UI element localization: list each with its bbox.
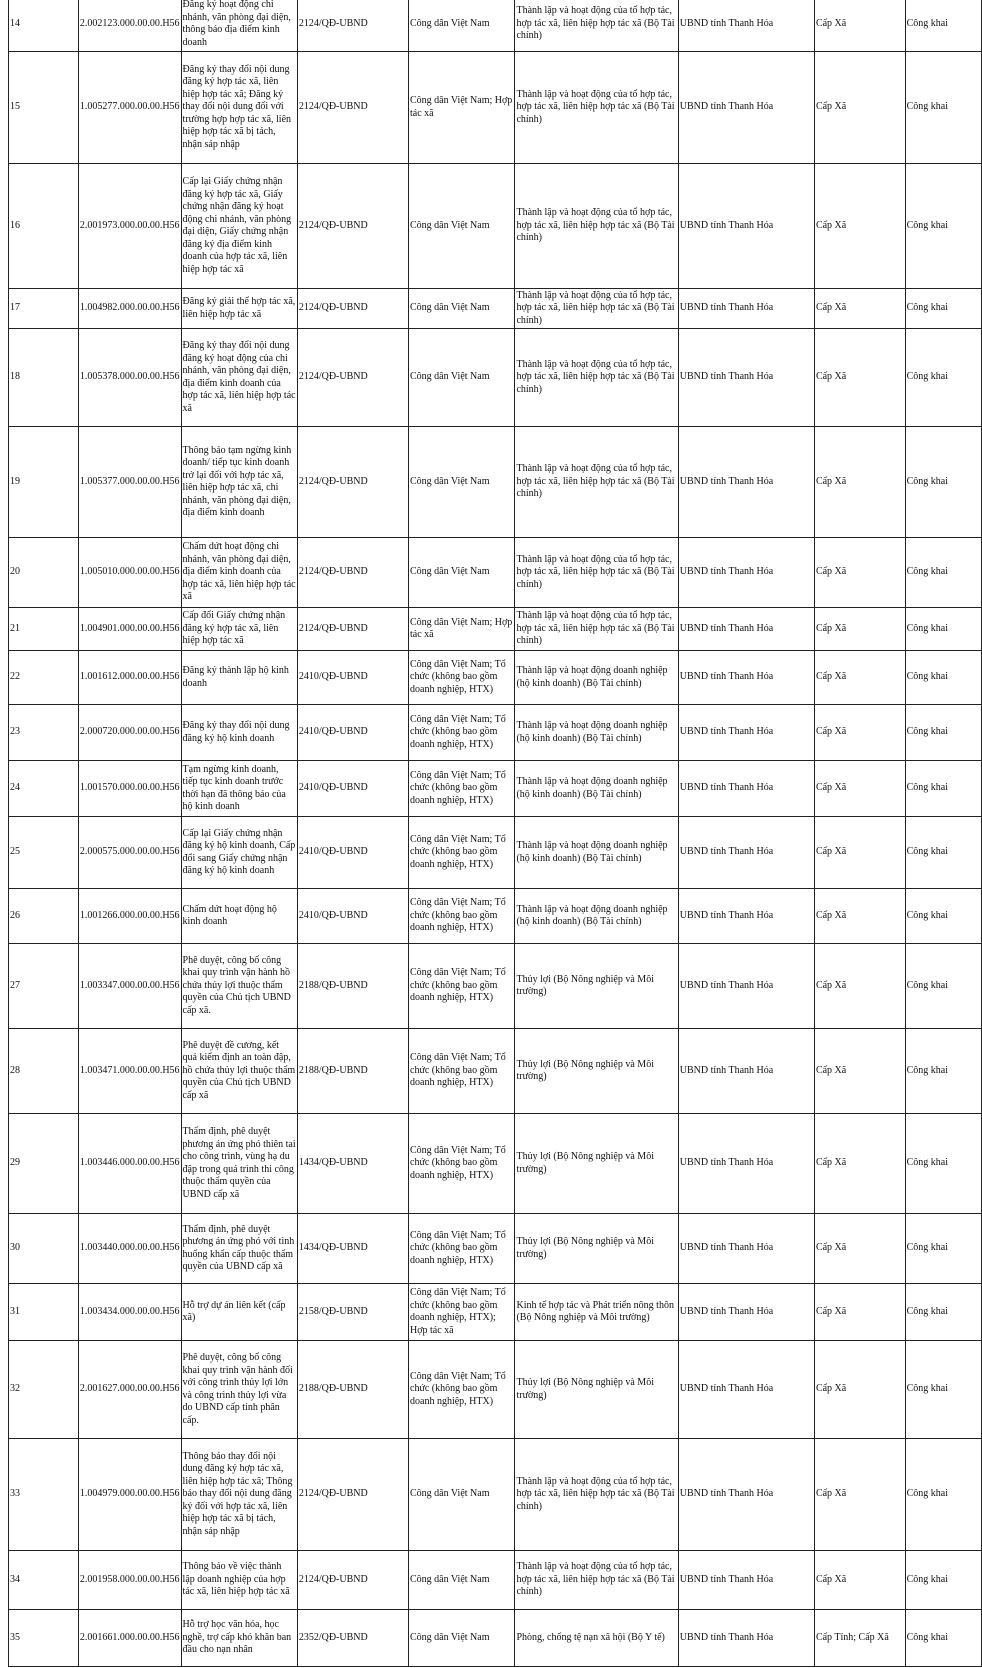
level-cell: Cấp Xã xyxy=(814,52,905,164)
status-cell: Công khai xyxy=(905,705,981,761)
procedure-name-cell: Thông báo tạm ngừng kinh doanh/ tiếp tục kinh doanh trở lại đối với hợp tác xã, liên hiệp hợp tác xã, chi nhánh, văn phòng đại diện, địa điểm kinh doanh xyxy=(181,427,297,538)
field-cell: Thành lập và hoạt động doanh nghiệp (hộ kinh doanh) (Bộ Tài chính) xyxy=(515,761,678,817)
field-cell: Thủy lợi (Bộ Nông nghiệp và Môi trường) xyxy=(515,1214,678,1284)
field-cell: Thành lập và hoạt động của tổ hợp tác, hợp tác xã, liên hiệp hợp tác xã (Bộ Tài chính) xyxy=(515,1551,678,1610)
row-number-cell: 16 xyxy=(9,164,79,289)
agency-cell: UBND tỉnh Thanh Hóa xyxy=(678,1114,814,1214)
applicant-subject-cell: Công dân Việt Nam; Tổ chức (không bao gồm doanh nghiệp, HTX) xyxy=(409,817,515,889)
status-cell: Công khai xyxy=(905,164,981,289)
decision-number-cell: 2352/QĐ-UBND xyxy=(297,1610,408,1667)
decision-number-cell: 2124/QĐ-UBND xyxy=(297,0,408,52)
level-cell: Cấp Xã xyxy=(814,1214,905,1284)
agency-cell: UBND tỉnh Thanh Hóa xyxy=(678,1284,814,1341)
procedure-name-cell: Phê duyệt đề cương, kết quả kiểm định an toàn đập, hồ chứa thủy lợi thuộc thẩm quyền của Chủ tịch UBND cấp xã xyxy=(181,1029,297,1114)
table-row xyxy=(9,1439,982,1551)
table-row xyxy=(9,889,982,944)
field-cell: Thủy lợi (Bộ Nông nghiệp và Môi trường) xyxy=(515,1029,678,1114)
level-cell: Cấp Xã xyxy=(814,944,905,1029)
level-cell: Cấp Xã xyxy=(814,538,905,608)
agency-cell: UBND tỉnh Thanh Hóa xyxy=(678,651,814,705)
table-row xyxy=(9,705,982,761)
procedure-code-cell: 2.001973.000.00.00.H56 xyxy=(78,164,181,289)
procedure-code-cell: 1.003347.000.00.00.H56 xyxy=(78,944,181,1029)
level-cell: Cấp Xã xyxy=(814,164,905,289)
applicant-subject-cell: Công dân Việt Nam xyxy=(409,1610,515,1667)
status-cell: Công khai xyxy=(905,1439,981,1551)
field-cell: Thủy lợi (Bộ Nông nghiệp và Môi trường) xyxy=(515,1341,678,1439)
applicant-subject-cell: Công dân Việt Nam; Tổ chức (không bao gồm doanh nghiệp, HTX) xyxy=(409,705,515,761)
status-cell: Công khai xyxy=(905,608,981,651)
table-row xyxy=(9,944,982,1029)
procedures-table xyxy=(8,0,982,1667)
field-cell: Thành lập và hoạt động của tổ hợp tác, hợp tác xã, liên hiệp hợp tác xã (Bộ Tài chính) xyxy=(515,329,678,427)
procedure-code-cell: 1.001612.000.00.00.H56 xyxy=(78,651,181,705)
decision-number-cell: 2410/QĐ-UBND xyxy=(297,705,408,761)
status-cell: Công khai xyxy=(905,1284,981,1341)
level-cell: Cấp Xã xyxy=(814,705,905,761)
procedure-code-cell: 1.001570.000.00.00.H56 xyxy=(78,761,181,817)
field-cell: Thủy lợi (Bộ Nông nghiệp và Môi trường) xyxy=(515,1114,678,1214)
table-row xyxy=(9,427,982,538)
decision-number-cell: 2124/QĐ-UBND xyxy=(297,164,408,289)
level-cell: Cấp Xã xyxy=(814,1114,905,1214)
procedure-name-cell: Hỗ trợ dự án liên kết (cấp xã) xyxy=(181,1284,297,1341)
row-number-cell: 20 xyxy=(9,538,79,608)
table-row xyxy=(9,0,982,52)
applicant-subject-cell: Công dân Việt Nam; Tổ chức (không bao gồm doanh nghiệp, HTX) xyxy=(409,651,515,705)
agency-cell: UBND tỉnh Thanh Hóa xyxy=(678,608,814,651)
procedure-code-cell: 1.005378.000.00.00.H56 xyxy=(78,329,181,427)
row-number-cell: 14 xyxy=(9,0,79,52)
decision-number-cell: 2410/QĐ-UBND xyxy=(297,817,408,889)
decision-number-cell: 2124/QĐ-UBND xyxy=(297,329,408,427)
applicant-subject-cell: Công dân Việt Nam; Hợp tác xã xyxy=(409,608,515,651)
procedure-code-cell: 1.005377.000.00.00.H56 xyxy=(78,427,181,538)
field-cell: Thành lập và hoạt động của tổ hợp tác, hợp tác xã, liên hiệp hợp tác xã (Bộ Tài chính) xyxy=(515,52,678,164)
applicant-subject-cell: Công dân Việt Nam xyxy=(409,289,515,329)
table-row xyxy=(9,52,982,164)
level-cell: Cấp Xã xyxy=(814,427,905,538)
procedure-name-cell: Cấp lại Giấy chứng nhận đăng ký hộ kinh doanh, Cấp đổi sang Giấy chứng nhận đăng ký hộ kinh doanh xyxy=(181,817,297,889)
procedure-code-cell: 2.000575.000.00.00.H56 xyxy=(78,817,181,889)
level-cell: Cấp Xã xyxy=(814,1551,905,1610)
status-cell: Công khai xyxy=(905,1029,981,1114)
row-number-cell: 29 xyxy=(9,1114,79,1214)
status-cell: Công khai xyxy=(905,817,981,889)
procedure-name-cell: Thẩm định, phê duyệt phương án ứng phó thiên tai cho công trình, vùng hạ du đập trong quá trình thi công thuộc thẩm quyền của UBND cấp xã xyxy=(181,1114,297,1214)
procedure-code-cell: 2.001661.000.00.00.H56 xyxy=(78,1610,181,1667)
applicant-subject-cell: Công dân Việt Nam; Tổ chức (không bao gồm doanh nghiệp, HTX) xyxy=(409,944,515,1029)
applicant-subject-cell: Công dân Việt Nam; Tổ chức (không bao gồm doanh nghiệp, HTX) xyxy=(409,1341,515,1439)
field-cell: Thành lập và hoạt động của tổ hợp tác, hợp tác xã, liên hiệp hợp tác xã (Bộ Tài chính) xyxy=(515,164,678,289)
table-row xyxy=(9,1214,982,1284)
decision-number-cell: 2124/QĐ-UBND xyxy=(297,1551,408,1610)
table-row xyxy=(9,608,982,651)
status-cell: Công khai xyxy=(905,427,981,538)
procedure-name-cell: Thông báo về việc thành lập doanh nghiệp của hợp tác xã, liên hiệp hợp tác xã xyxy=(181,1551,297,1610)
level-cell: Cấp Xã xyxy=(814,1341,905,1439)
decision-number-cell: 2158/QĐ-UBND xyxy=(297,1284,408,1341)
level-cell: Cấp Xã xyxy=(814,1029,905,1114)
agency-cell: UBND tỉnh Thanh Hóa xyxy=(678,1214,814,1284)
decision-number-cell: 2188/QĐ-UBND xyxy=(297,1341,408,1439)
level-cell: Cấp Xã xyxy=(814,0,905,52)
level-cell: Cấp Xã xyxy=(814,289,905,329)
decision-number-cell: 2124/QĐ-UBND xyxy=(297,427,408,538)
status-cell: Công khai xyxy=(905,0,981,52)
procedure-name-cell: Cấp đổi Giấy chứng nhận đăng ký hợp tác xã, liên hiệp hợp tác xã xyxy=(181,608,297,651)
procedure-name-cell: Hỗ trợ học văn hóa, học nghề, trợ cấp khó khăn ban đầu cho nạn nhân xyxy=(181,1610,297,1667)
status-cell: Công khai xyxy=(905,538,981,608)
field-cell: Kinh tế hợp tác và Phát triển nông thôn (Bộ Nông nghiệp và Môi trường) xyxy=(515,1284,678,1341)
applicant-subject-cell: Công dân Việt Nam; Tổ chức (không bao gồm doanh nghiệp, HTX) xyxy=(409,1029,515,1114)
applicant-subject-cell: Công dân Việt Nam xyxy=(409,329,515,427)
procedure-code-cell: 1.003440.000.00.00.H56 xyxy=(78,1214,181,1284)
applicant-subject-cell: Công dân Việt Nam xyxy=(409,538,515,608)
row-number-cell: 34 xyxy=(9,1551,79,1610)
status-cell: Công khai xyxy=(905,761,981,817)
agency-cell: UBND tỉnh Thanh Hóa xyxy=(678,0,814,52)
field-cell: Thành lập và hoạt động của tổ hợp tác, hợp tác xã, liên hiệp hợp tác xã (Bộ Tài chính) xyxy=(515,0,678,52)
decision-number-cell: 2124/QĐ-UBND xyxy=(297,1439,408,1551)
table-row xyxy=(9,761,982,817)
procedure-name-cell: Thông báo thay đổi nội dung đăng ký hợp tác xã, liên hiệp hợp tác xã; Thông báo thay đổi nội dung đăng ký đối với hợp tác xã, liên hiệp hợp tác xã bị tách, nhận sáp nhập xyxy=(181,1439,297,1551)
row-number-cell: 25 xyxy=(9,817,79,889)
field-cell: Thành lập và hoạt động của tổ hợp tác, hợp tác xã, liên hiệp hợp tác xã (Bộ Tài chính) xyxy=(515,608,678,651)
decision-number-cell: 2124/QĐ-UBND xyxy=(297,289,408,329)
procedure-name-cell: Đăng ký thay đổi nội dung đăng ký hộ kinh doanh xyxy=(181,705,297,761)
agency-cell: UBND tỉnh Thanh Hóa xyxy=(678,705,814,761)
procedure-name-cell: Đăng ký thay đổi nội dung đăng ký hoạt động của chi nhánh, văn phòng đại diện, địa điểm kinh doanh của hợp tác xã, liên hiệp hợp tác xã xyxy=(181,329,297,427)
agency-cell: UBND tỉnh Thanh Hóa xyxy=(678,817,814,889)
procedure-name-cell: Chấm dứt hoạt động chi nhánh, văn phòng đại diện, địa điểm kinh doanh của hợp tác xã, liên hiệp hợp tác xã xyxy=(181,538,297,608)
field-cell: Thành lập và hoạt động của tổ hợp tác, hợp tác xã, liên hiệp hợp tác xã (Bộ Tài chính) xyxy=(515,427,678,538)
decision-number-cell: 1434/QĐ-UBND xyxy=(297,1114,408,1214)
field-cell: Thành lập và hoạt động của tổ hợp tác, hợp tác xã, liên hiệp hợp tác xã (Bộ Tài chính) xyxy=(515,289,678,329)
decision-number-cell: 2410/QĐ-UBND xyxy=(297,651,408,705)
agency-cell: UBND tỉnh Thanh Hóa xyxy=(678,761,814,817)
row-number-cell: 33 xyxy=(9,1439,79,1551)
field-cell: Thành lập và hoạt động doanh nghiệp (hộ kinh doanh) (Bộ Tài chính) xyxy=(515,889,678,944)
procedure-name-cell: Đăng ký hoạt động chi nhánh, văn phòng đại diện, thông báo địa điểm kinh doanh xyxy=(181,0,297,52)
procedure-code-cell: 1.003471.000.00.00.H56 xyxy=(78,1029,181,1114)
status-cell: Công khai xyxy=(905,651,981,705)
procedure-name-cell: Cấp lại Giấy chứng nhận đăng ký hợp tác xã, Giấy chứng nhận đăng ký hoạt động chi nhánh, văn phòng đại diện, Giấy chứng nhận đăng ký địa điểm kinh doanh của hợp tác xã, liên hiệp hợp tác xã xyxy=(181,164,297,289)
procedure-code-cell: 1.004982.000.00.00.H56 xyxy=(78,289,181,329)
level-cell: Cấp Xã xyxy=(814,651,905,705)
agency-cell: UBND tỉnh Thanh Hóa xyxy=(678,164,814,289)
decision-number-cell: 2188/QĐ-UBND xyxy=(297,944,408,1029)
table-row xyxy=(9,1551,982,1610)
procedure-code-cell: 2.002123.000.00.00.H56 xyxy=(78,0,181,52)
procedure-name-cell: Tạm ngừng kinh doanh, tiếp tục kinh doanh trước thời hạn đã thông báo của hộ kinh doanh xyxy=(181,761,297,817)
procedure-name-cell: Thẩm định, phê duyệt phương án ứng phó với tình huống khẩn cấp thuộc thẩm quyền của UBND cấp xã xyxy=(181,1214,297,1284)
applicant-subject-cell: Công dân Việt Nam; Tổ chức (không bao gồm doanh nghiệp, HTX) xyxy=(409,761,515,817)
procedure-name-cell: Đăng ký thành lập hộ kinh doanh xyxy=(181,651,297,705)
procedure-name-cell: Chấm dứt hoạt động hộ kinh doanh xyxy=(181,889,297,944)
table-row xyxy=(9,164,982,289)
decision-number-cell: 2188/QĐ-UBND xyxy=(297,1029,408,1114)
procedure-name-cell: Đăng ký thay đổi nội dung đăng ký hợp tác xã, liên hiệp hợp tác xã; Đăng ký thay đổi nội dung đối với trường hợp hợp tác xã, liên hiệp hợp tác xã bị tách, nhận sáp nhập xyxy=(181,52,297,164)
status-cell: Công khai xyxy=(905,1551,981,1610)
row-number-cell: 31 xyxy=(9,1284,79,1341)
table-row xyxy=(9,1029,982,1114)
decision-number-cell: 1434/QĐ-UBND xyxy=(297,1214,408,1284)
level-cell: Cấp Tỉnh; Cấp Xã xyxy=(814,1610,905,1667)
row-number-cell: 15 xyxy=(9,52,79,164)
agency-cell: UBND tỉnh Thanh Hóa xyxy=(678,52,814,164)
row-number-cell: 24 xyxy=(9,761,79,817)
field-cell: Thành lập và hoạt động doanh nghiệp (hộ kinh doanh) (Bộ Tài chính) xyxy=(515,651,678,705)
field-cell: Thành lập và hoạt động của tổ hợp tác, hợp tác xã, liên hiệp hợp tác xã (Bộ Tài chính) xyxy=(515,1439,678,1551)
procedure-name-cell: Phê duyệt, công bố công khai quy trình vận hành đối với công trình thủy lợi lớn và công trình thủy lợi vừa do UBND cấp tỉnh phân cấp. xyxy=(181,1341,297,1439)
decision-number-cell: 2124/QĐ-UBND xyxy=(297,608,408,651)
agency-cell: UBND tỉnh Thanh Hóa xyxy=(678,1551,814,1610)
decision-number-cell: 2124/QĐ-UBND xyxy=(297,52,408,164)
agency-cell: UBND tỉnh Thanh Hóa xyxy=(678,329,814,427)
status-cell: Công khai xyxy=(905,1114,981,1214)
table-row xyxy=(9,1610,982,1667)
agency-cell: UBND tỉnh Thanh Hóa xyxy=(678,427,814,538)
row-number-cell: 23 xyxy=(9,705,79,761)
status-cell: Công khai xyxy=(905,52,981,164)
row-number-cell: 21 xyxy=(9,608,79,651)
row-number-cell: 26 xyxy=(9,889,79,944)
applicant-subject-cell: Công dân Việt Nam xyxy=(409,164,515,289)
level-cell: Cấp Xã xyxy=(814,329,905,427)
agency-cell: UBND tỉnh Thanh Hóa xyxy=(678,1341,814,1439)
row-number-cell: 17 xyxy=(9,289,79,329)
table-row xyxy=(9,289,982,329)
field-cell: Thành lập và hoạt động doanh nghiệp (hộ kinh doanh) (Bộ Tài chính) xyxy=(515,817,678,889)
procedure-code-cell: 2.001627.000.00.00.H56 xyxy=(78,1341,181,1439)
procedure-name-cell: Đăng ký giải thể hợp tác xã, liên hiệp hợp tác xã xyxy=(181,289,297,329)
agency-cell: UBND tỉnh Thanh Hóa xyxy=(678,1439,814,1551)
table-row xyxy=(9,538,982,608)
agency-cell: UBND tỉnh Thanh Hóa xyxy=(678,944,814,1029)
procedure-code-cell: 1.003446.000.00.00.H56 xyxy=(78,1114,181,1214)
procedure-name-cell: Phê duyệt, công bố công khai quy trình vận hành hồ chứa thủy lợi thuộc thẩm quyền của Chủ tịch UBND cấp xã. xyxy=(181,944,297,1029)
row-number-cell: 30 xyxy=(9,1214,79,1284)
applicant-subject-cell: Công dân Việt Nam xyxy=(409,1439,515,1551)
field-cell: Thủy lợi (Bộ Nông nghiệp và Môi trường) xyxy=(515,944,678,1029)
row-number-cell: 18 xyxy=(9,329,79,427)
procedure-code-cell: 2.000720.000.00.00.H56 xyxy=(78,705,181,761)
procedure-code-cell: 1.003434.000.00.00.H56 xyxy=(78,1284,181,1341)
table-row xyxy=(9,1284,982,1341)
table-row xyxy=(9,329,982,427)
table-row xyxy=(9,817,982,889)
table-body xyxy=(9,0,982,1667)
status-cell: Công khai xyxy=(905,329,981,427)
level-cell: Cấp Xã xyxy=(814,1284,905,1341)
row-number-cell: 35 xyxy=(9,1610,79,1667)
applicant-subject-cell: Công dân Việt Nam; Tổ chức (không bao gồm doanh nghiệp, HTX) xyxy=(409,1214,515,1284)
level-cell: Cấp Xã xyxy=(814,817,905,889)
status-cell: Công khai xyxy=(905,944,981,1029)
agency-cell: UBND tỉnh Thanh Hóa xyxy=(678,1029,814,1114)
row-number-cell: 28 xyxy=(9,1029,79,1114)
level-cell: Cấp Xã xyxy=(814,608,905,651)
agency-cell: UBND tỉnh Thanh Hóa xyxy=(678,538,814,608)
applicant-subject-cell: Công dân Việt Nam; Tổ chức (không bao gồm doanh nghiệp, HTX) xyxy=(409,1114,515,1214)
row-number-cell: 32 xyxy=(9,1341,79,1439)
status-cell: Công khai xyxy=(905,889,981,944)
field-cell: Phòng, chống tệ nạn xã hội (Bộ Y tế) xyxy=(515,1610,678,1667)
row-number-cell: 19 xyxy=(9,427,79,538)
procedure-code-cell: 1.004901.000.00.00.H56 xyxy=(78,608,181,651)
procedure-code-cell: 1.004979.000.00.00.H56 xyxy=(78,1439,181,1551)
status-cell: Công khai xyxy=(905,289,981,329)
agency-cell: UBND tỉnh Thanh Hóa xyxy=(678,289,814,329)
procedure-code-cell: 1.005010.000.00.00.H56 xyxy=(78,538,181,608)
table-row xyxy=(9,651,982,705)
procedure-code-cell: 1.005277.000.00.00.H56 xyxy=(78,52,181,164)
field-cell: Thành lập và hoạt động của tổ hợp tác, hợp tác xã, liên hiệp hợp tác xã (Bộ Tài chính) xyxy=(515,538,678,608)
field-cell: Thành lập và hoạt động doanh nghiệp (hộ kinh doanh) (Bộ Tài chính) xyxy=(515,705,678,761)
table-row xyxy=(9,1341,982,1439)
applicant-subject-cell: Công dân Việt Nam; Hợp tác xã xyxy=(409,52,515,164)
procedure-code-cell: 1.001266.000.00.00.H56 xyxy=(78,889,181,944)
procedure-code-cell: 2.001958.000.00.00.H56 xyxy=(78,1551,181,1610)
decision-number-cell: 2410/QĐ-UBND xyxy=(297,761,408,817)
decision-number-cell: 2124/QĐ-UBND xyxy=(297,538,408,608)
table-row xyxy=(9,1114,982,1214)
agency-cell: UBND tỉnh Thanh Hóa xyxy=(678,889,814,944)
decision-number-cell: 2410/QĐ-UBND xyxy=(297,889,408,944)
status-cell: Công khai xyxy=(905,1214,981,1284)
row-number-cell: 22 xyxy=(9,651,79,705)
applicant-subject-cell: Công dân Việt Nam xyxy=(409,427,515,538)
level-cell: Cấp Xã xyxy=(814,1439,905,1551)
applicant-subject-cell: Công dân Việt Nam xyxy=(409,1551,515,1610)
row-number-cell: 27 xyxy=(9,944,79,1029)
level-cell: Cấp Xã xyxy=(814,761,905,817)
status-cell: Công khai xyxy=(905,1610,981,1667)
applicant-subject-cell: Công dân Việt Nam xyxy=(409,0,515,52)
applicant-subject-cell: Công dân Việt Nam; Tổ chức (không bao gồm doanh nghiệp, HTX) xyxy=(409,889,515,944)
level-cell: Cấp Xã xyxy=(814,889,905,944)
agency-cell: UBND tỉnh Thanh Hóa xyxy=(678,1610,814,1667)
status-cell: Công khai xyxy=(905,1341,981,1439)
applicant-subject-cell: Công dân Việt Nam; Tổ chức (không bao gồm doanh nghiệp, HTX); Hợp tác xã xyxy=(409,1284,515,1341)
